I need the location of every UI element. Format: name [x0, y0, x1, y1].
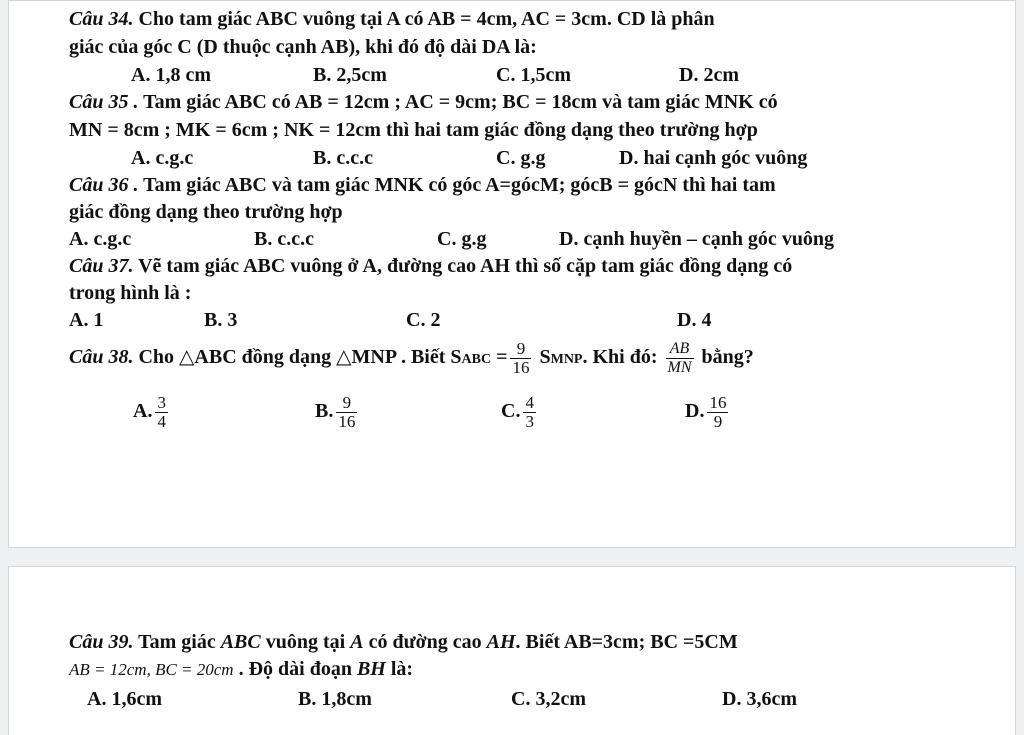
q38-option-b-num: 9 [336, 394, 357, 413]
q38-sub-mnp: MNP [550, 352, 583, 367]
q39-text2c: là: [385, 658, 414, 680]
q38-option-a-letter: A. [133, 400, 153, 422]
q36-line1 [69, 173, 776, 197]
q34-line1 [69, 7, 715, 31]
q34-option-d: D. 2cm [679, 64, 739, 86]
q35-option-c: C. g.g [496, 147, 546, 169]
q36-label: Câu 36 . [69, 174, 139, 196]
q37-option-b: B. 3 [204, 309, 238, 331]
q34-option-b: B. 2,5cm [313, 64, 387, 86]
q38-option-a [133, 389, 171, 433]
q39-option-d: D. 3,6cm [722, 688, 797, 710]
q35-line2: MN = 8cm ; MK = 6cm ; NK = 12cm thì hai tam giác đồng dạng theo trường hợp [69, 119, 758, 141]
q38-option-d-num: 16 [709, 392, 727, 412]
q39-option-b: B. 1,8cm [298, 688, 372, 710]
q38-option-d [685, 389, 731, 433]
q38-option-d-letter: D. [685, 400, 705, 422]
q38-option-c-den: 3 [525, 411, 534, 431]
q38-option-d-fraction [707, 394, 728, 431]
q38-option-c-fraction [523, 394, 536, 431]
q37-line1 [69, 254, 792, 278]
q38-line1 [69, 335, 754, 382]
q34-label: Câu 34. [69, 8, 134, 30]
q38-option-b-letter: B. [315, 400, 334, 422]
q38-option-a-fraction [155, 394, 168, 431]
q38-option-c [501, 389, 539, 433]
q35-option-d: D. hai cạnh góc vuông [619, 147, 808, 169]
q36-option-d: D. cạnh huyền – cạnh góc vuông [559, 228, 835, 250]
q37-option-d: D. 4 [677, 309, 712, 331]
q38-label: Câu 38. [69, 346, 134, 368]
q39-a: A [350, 631, 364, 653]
q38-option-b-den: 16 [338, 411, 356, 431]
q38-ratio-fraction [510, 340, 531, 377]
q39-given-values: AB = 12cm, BC = 20cm [69, 660, 234, 679]
q38-option-b-fraction [336, 394, 357, 431]
q38-ratio-num: 9 [510, 340, 531, 359]
q35-option-b: B. c.c.c [313, 147, 373, 169]
q38-option-b [315, 389, 360, 433]
q39-line1 [69, 630, 738, 654]
q39-label: Câu 39. [69, 631, 134, 653]
q38-text2: S [534, 346, 551, 368]
page-sheet-2 [8, 566, 1016, 735]
q39-ah: AH [486, 631, 516, 653]
q39-option-c: C. 3,2cm [511, 688, 586, 710]
q38-option-c-letter: C. [501, 400, 521, 422]
q34-text1: Cho tam giác ABC vuông tại A có AB = 4cm, AC = 3cm. CD là phân [133, 8, 715, 30]
q38-option-d-den: 9 [713, 411, 723, 431]
q38-ratio-den: 16 [512, 357, 530, 377]
q38-sub-abc: ABC [461, 352, 492, 367]
q38-text1: Cho △ABC đồng dạng △MNP . Biết S [133, 346, 462, 368]
q36-text1: Tam giác ABC và tam giác MNK có góc A=gócM; gócB = gócN thì hai tam [138, 174, 776, 196]
q39-option-a: A. 1,6cm [87, 688, 162, 710]
q39-text1a: Tam giác [133, 631, 221, 653]
q37-option-a: A. 1 [69, 309, 104, 331]
q34-line2: giác của góc C (D thuộc cạnh AB), khi đó độ dài DA là: [69, 36, 537, 58]
q39-line2 [69, 657, 413, 682]
q35-label: Câu 35 . [69, 91, 139, 113]
q38-ask-fraction [666, 340, 694, 377]
q39-bh: BH [356, 658, 386, 680]
q37-text1: Vẽ tam giác ABC vuông ở A, đường cao AH thì số cặp tam giác đồng dạng có [133, 255, 793, 277]
q38-option-a-den: 4 [157, 411, 166, 431]
q36-line2: giác đồng dạng theo trường hợp [69, 201, 343, 223]
q37-option-c: C. 2 [406, 309, 441, 331]
q36-option-a: A. c.g.c [69, 228, 132, 250]
q38-option-c-num: 4 [525, 392, 534, 412]
q35-line1 [69, 90, 778, 114]
q35-option-a: A. c.g.c [131, 147, 194, 169]
q38-ask-den: MN [667, 358, 692, 376]
q39-text1c: có đường cao [363, 631, 487, 653]
q35-text1: Tam giác ABC có AB = 12cm ; AC = 9cm; BC = 18cm và tam giác MNK có [138, 91, 778, 113]
q39-text2b: . Độ dài đoạn [233, 658, 357, 680]
q37-line2: trong hình là : [69, 282, 192, 304]
q37-label: Câu 37. [69, 255, 134, 277]
q39-abc: ABC [220, 631, 261, 653]
q36-option-b: B. c.c.c [254, 228, 314, 250]
q38-eq: = [491, 346, 508, 368]
q38-ask-num: AB [666, 340, 694, 359]
q34-option-c: C. 1,5cm [496, 64, 571, 86]
q38-text3: . Khi đó: [582, 346, 663, 368]
q38-text4: bằng? [696, 346, 754, 368]
q36-option-c: C. g.g [437, 228, 487, 250]
q39-text1d: . Biết AB=3cm; BC =5CM [515, 631, 738, 653]
q39-text1b: vuông tại [260, 631, 351, 653]
page-sheet-1 [8, 0, 1016, 548]
q38-option-a-num: 3 [157, 392, 166, 412]
q34-option-a: A. 1,8 cm [131, 64, 211, 86]
